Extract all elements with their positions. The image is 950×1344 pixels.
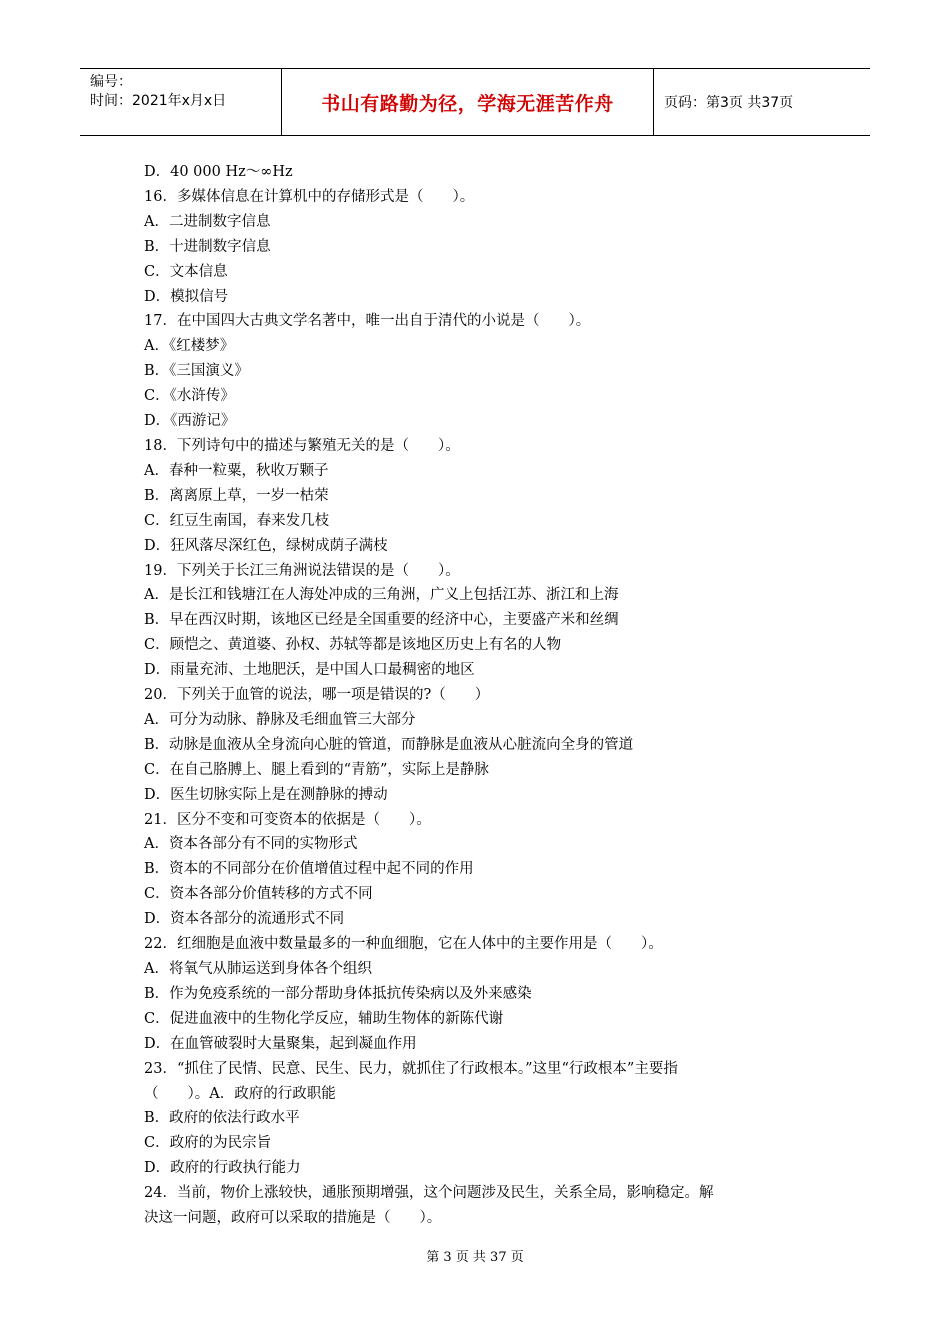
- text-line: D．《西游记》: [144, 413, 236, 430]
- text-line: C．促进血液中的生物化学反应，辅助生物体的新陈代谢: [144, 1010, 504, 1027]
- text-line: C．顾恺之、黄道婆、孙权、苏轼等都是该地区历史上有名的人物: [144, 637, 562, 654]
- text-line: 20．下列关于血管的说法，哪一项是错误的?（ ）: [144, 687, 490, 704]
- text-line: A．可分为动脉、静脉及毛细血管三大部分: [144, 711, 416, 728]
- page-footer: 第 3 页 共 37 页: [426, 1250, 524, 1265]
- text-line: A．二进制数字信息: [144, 213, 271, 230]
- text-line: B．离离原上草，一岁一枯荣: [144, 487, 329, 504]
- text-line: 18．下列诗句中的描述与繁殖无关的是（ ）。: [144, 437, 460, 454]
- text-line: B．早在西汉时期，该地区已经是全国重要的经济中心，主要盛产米和丝绸: [144, 612, 619, 629]
- text-line: D．在血管破裂时大量聚集，起到凝血作用: [144, 1035, 417, 1052]
- text-line: 决这一问题，政府可以采取的措施是（ ）。: [144, 1210, 442, 1227]
- page-header: [80, 68, 870, 136]
- header-motto: 书山有路勤为径，学海无涯苦作舟: [282, 69, 654, 135]
- text-line: C．《水浒传》: [144, 388, 235, 405]
- text-line: 17．在中国四大古典文学名著中，唯一出自于清代的小说是（ ）。: [144, 313, 591, 330]
- time-label: 时间：2021年x月x日: [90, 93, 227, 109]
- text-line: B．《三国演义》: [144, 363, 249, 380]
- text-line: D．资本各部分的流通形式不同: [144, 911, 345, 928]
- header-meta: [80, 69, 282, 135]
- text-line: A．将氧气从肺运送到身体各个组织: [144, 961, 372, 977]
- text-line: B．作为免疫系统的一部分帮助身体抵抗传染病以及外来感染: [144, 985, 532, 1002]
- text-line: B．十进制数字信息: [144, 238, 271, 255]
- serial-label: 编号：: [90, 74, 132, 90]
- text-line: C．资本各部分价值转移的方式不同: [144, 886, 373, 903]
- text-line: 16．多媒体信息在计算机中的存储形式是（ ）。: [144, 188, 475, 205]
- text-line: C．政府的为民宗旨: [144, 1135, 272, 1152]
- text-line: D．政府的行政执行能力: [144, 1160, 301, 1177]
- text-line: C．文本信息: [144, 263, 228, 280]
- text-line: B．政府的依法行政水平: [144, 1110, 300, 1127]
- text-line: 23．“抓住了民情、民意、民生、民力，就抓住了行政根本。”这里“行政根本”主要指: [144, 1060, 678, 1077]
- text-line: A．是长江和钱塘江在人海处冲成的三角洲，广义上包括江苏、浙江和上海: [144, 587, 619, 604]
- text-line: C．红豆生南国，春来发几枝: [144, 512, 330, 529]
- text-line: （ ）。A．政府的行政职能: [144, 1085, 336, 1102]
- text-line: D．医生切脉实际上是在测静脉的搏动: [144, 786, 388, 803]
- text-line: A．春种一粒粟，秋收万颗子: [144, 462, 329, 479]
- text-line: B．资本的不同部分在价值增值过程中起不同的作用: [144, 861, 474, 878]
- text-line: 21．区分不变和可变资本的依据是（ ）。: [144, 811, 431, 828]
- text-line: 22．红细胞是血液中数量最多的一种血细胞，它在人体中的主要作用是（ ）。: [144, 936, 663, 953]
- document-body: [144, 160, 809, 1231]
- text-line: D．40 000 Hz～∞Hz: [144, 164, 293, 180]
- text-line: D．狂风落尽深红色，绿树成荫子满枝: [144, 537, 388, 554]
- text-line: A．《红楼梦》: [144, 338, 235, 355]
- header-page-info: 页码：第3页 共37页: [664, 95, 794, 111]
- text-line: 24．当前，物价上涨较快，通胀预期增强，这个问题涉及民生，关系全局，影响稳定。解: [144, 1185, 714, 1202]
- text-line: D．雨量充沛、土地肥沃，是中国人口最稠密的地区: [144, 662, 475, 679]
- text-line: C．在自己胳膊上、腿上看到的“青筋”，实际上是静脉: [144, 761, 489, 778]
- text-line: 19．下列关于长江三角洲说法错误的是（ ）。: [144, 562, 460, 579]
- text-line: D．模拟信号: [144, 288, 229, 305]
- text-line: A．资本各部分有不同的实物形式: [144, 836, 358, 853]
- text-line: B．动脉是血液从全身流向心脏的管道，而静脉是血液从心脏流向全身的管道: [144, 736, 634, 753]
